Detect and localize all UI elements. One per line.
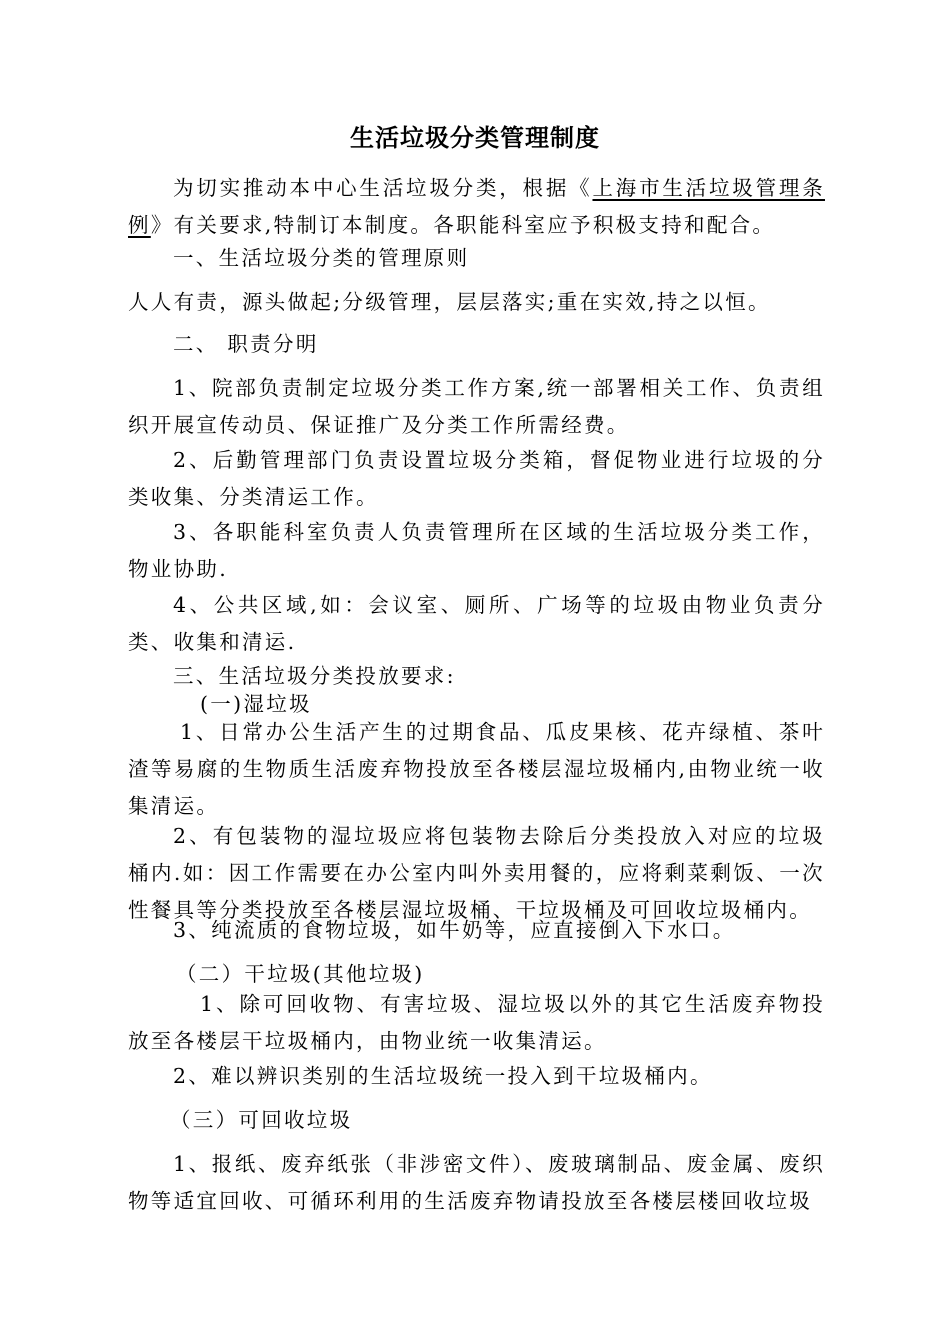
intro-text-before: 为切实推动本中心生活垃圾分类，根据《 (173, 176, 593, 200)
wet-waste-heading: (一)湿垃圾 (200, 692, 312, 716)
regulation-name: 上海市生活垃圾管理条例 (128, 176, 825, 237)
dry-waste-item-1: 1、除可回收物、有害垃圾、湿垃圾以外的其它生活废弃物投放至各楼层干垃圾桶内，由物业统一收集清运。 (128, 992, 825, 1053)
wet-waste-item-1: 1、日常办公生活产生的过期食品、瓜皮果核、花卉绿植、茶叶渣等易腐的生物质生活废弃物投放至各楼层湿垃圾桶内,由物业统一收集清运。 (128, 720, 825, 818)
intro-text-after: 》有关要求,特制订本制度。各职能科室应予积极支持和配合。 (150, 213, 776, 237)
section3-heading: 三、生活垃圾分类投放要求: (173, 664, 456, 688)
section2-heading: 二、 职责分明 (173, 332, 319, 356)
intro-paragraph (128, 170, 825, 244)
recyclable-heading: （三）可回收垃圾 (170, 1108, 353, 1132)
dry-waste-item-2: 2、难以辨识类别的生活垃圾统一投入到干垃圾桶内。 (173, 1064, 713, 1088)
dry-waste-heading: （二）干垃圾(其他垃圾) (176, 962, 425, 986)
section1-body: 人人有责，源头做起;分级管理，层层落实;重在实效,持之以恒。 (128, 290, 771, 314)
section2-item-4: 4、公共区域,如：会议室、厕所、广场等的垃圾由物业负责分类、收集和清运. (128, 593, 825, 654)
section2-item-3: 3、各职能科室负责人负责管理所在区域的生活垃圾分类工作，物业协助. (128, 520, 825, 581)
section1-heading: 一、生活垃圾分类的管理原则 (173, 246, 470, 270)
wet-waste-item-2: 2、有包装物的湿垃圾应将包装物去除后分类投放入对应的垃圾桶内.如：因工作需要在办公室内叫外卖用餐的，应将剩菜剩饭、一次性餐具等分类投放至各楼层湿垃圾桶、干垃圾桶及可回收垃圾桶内。 (128, 824, 825, 922)
document-title: 生活垃圾分类管理制度 (350, 124, 600, 152)
section2-item-2: 2、后勤管理部门负责设置垃圾分类箱，督促物业进行垃圾的分类收集、分类清运工作。 (128, 448, 825, 509)
section2-item-1: 1、院部负责制定垃圾分类工作方案,统一部署相关工作、负责组织开展宣传动员、保证推广及分类工作所需经费。 (128, 376, 825, 437)
wet-waste-item-3: 3、纯流质的食物垃圾，如牛奶等，应直接倒入下水口。 (173, 918, 736, 942)
recyclable-item-1: 1、报纸、废弃纸张（非涉密文件）、废玻璃制品、废金属、废织物等适宜回收、可循环利用的生活废弃物请投放至各楼层楼回收垃圾 (128, 1152, 825, 1213)
